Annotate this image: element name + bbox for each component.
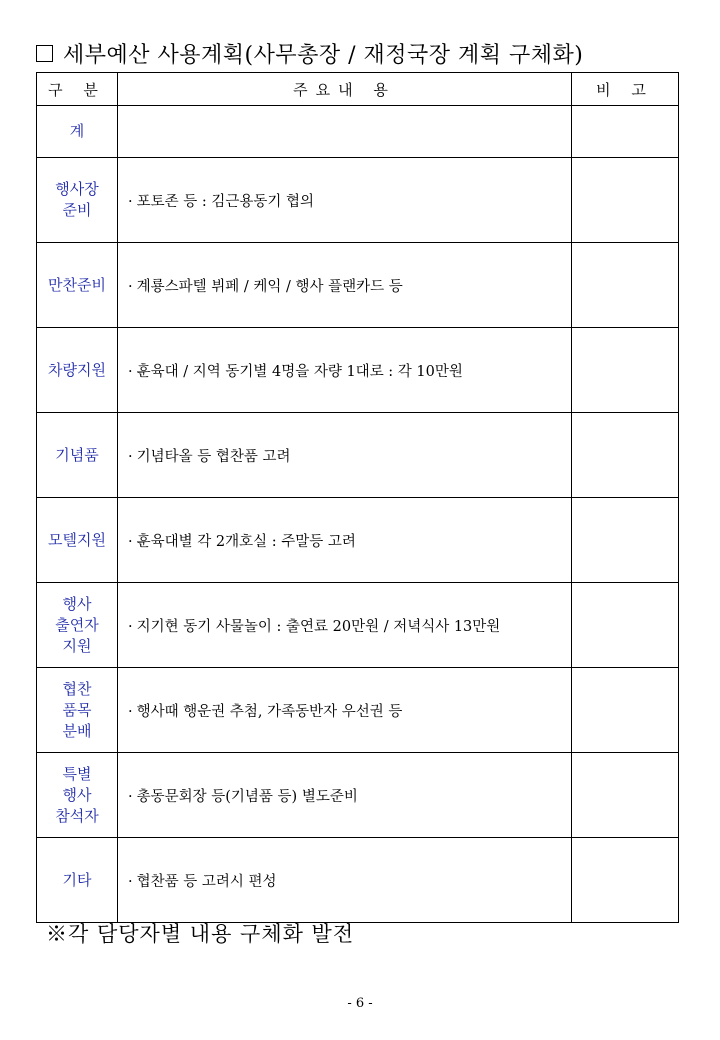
row-content bbox=[118, 413, 572, 498]
row-remarks bbox=[572, 498, 679, 583]
bullet-mark: · bbox=[128, 873, 133, 890]
row-content bbox=[118, 838, 572, 923]
bullet-mark: · bbox=[128, 193, 133, 210]
bullet-mark: · bbox=[128, 703, 133, 720]
row-content-text: 지기현 동기 사물놀이 : 출연료 20만원 / 저녁식사 13만원 bbox=[136, 618, 501, 635]
table-row bbox=[37, 328, 679, 413]
bullet-mark: · bbox=[128, 363, 133, 380]
row-content bbox=[118, 583, 572, 668]
row-content-text: 행사때 행운권 추첨, 가족동반자 우선권 등 bbox=[136, 703, 403, 720]
row-content bbox=[118, 328, 572, 413]
row-remarks bbox=[572, 106, 679, 158]
row-category: 특별 행사 참석자 bbox=[37, 753, 118, 838]
page-title-text: 세부예산 사용계획(사무총장 / 재정국장 계획 구체화) bbox=[63, 43, 584, 68]
page-title bbox=[36, 38, 583, 69]
table-row bbox=[37, 838, 679, 923]
bullet-mark: · bbox=[128, 618, 133, 635]
row-category: 모텔지원 bbox=[37, 498, 118, 583]
header-category: 구 분 bbox=[37, 73, 118, 106]
row-content bbox=[118, 753, 572, 838]
bullet-mark: · bbox=[128, 278, 133, 295]
row-category: 기념품 bbox=[37, 413, 118, 498]
row-remarks bbox=[572, 583, 679, 668]
row-category: 협찬 품목 분배 bbox=[37, 668, 118, 753]
footnote: ※각 담당자별 내용 구체화 발전 bbox=[46, 922, 355, 946]
row-content-text: 훈육대별 각 2개호실 : 주말등 고려 bbox=[136, 533, 356, 550]
table-row bbox=[37, 413, 679, 498]
table-row bbox=[37, 498, 679, 583]
header-remarks: 비 고 bbox=[572, 73, 679, 106]
row-content bbox=[118, 106, 572, 158]
bullet-mark: · bbox=[128, 533, 133, 550]
row-category: 계 bbox=[37, 106, 118, 158]
row-content bbox=[118, 668, 572, 753]
table-row bbox=[37, 243, 679, 328]
page-number: - 6 - bbox=[347, 996, 373, 1011]
row-content-text: 총동문회장 등(기념품 등) 별도준비 bbox=[136, 788, 358, 805]
row-remarks bbox=[572, 413, 679, 498]
table-row bbox=[37, 753, 679, 838]
table-row bbox=[37, 668, 679, 753]
row-category: 차량지원 bbox=[37, 328, 118, 413]
checkbox-icon bbox=[36, 45, 53, 62]
row-remarks bbox=[572, 243, 679, 328]
row-remarks bbox=[572, 753, 679, 838]
row-remarks bbox=[572, 158, 679, 243]
table-row bbox=[37, 583, 679, 668]
row-content bbox=[118, 158, 572, 243]
budget-plan-table bbox=[36, 72, 679, 923]
row-category: 행사 출연자 지원 bbox=[37, 583, 118, 668]
row-remarks bbox=[572, 328, 679, 413]
row-remarks bbox=[572, 838, 679, 923]
row-content-text: 포토존 등 : 김근용동기 협의 bbox=[136, 193, 315, 210]
row-content-text: 계룡스파텔 뷔페 / 케익 / 행사 플랜카드 등 bbox=[136, 278, 403, 295]
row-category: 행사장 준비 bbox=[37, 158, 118, 243]
bullet-mark: · bbox=[128, 788, 133, 805]
table-row bbox=[37, 158, 679, 243]
row-content bbox=[118, 498, 572, 583]
row-category: 만찬준비 bbox=[37, 243, 118, 328]
header-content: 주요내 용 bbox=[118, 73, 572, 106]
row-content-text: 협찬품 등 고려시 편성 bbox=[136, 873, 277, 890]
bullet-mark: · bbox=[128, 448, 133, 465]
row-category: 기타 bbox=[37, 838, 118, 923]
row-content-text: 기념타올 등 협찬품 고려 bbox=[136, 448, 291, 465]
row-content bbox=[118, 243, 572, 328]
row-remarks bbox=[572, 668, 679, 753]
table-row bbox=[37, 106, 679, 158]
table-header-row bbox=[37, 73, 679, 106]
row-content-text: 훈육대 / 지역 동기별 4명을 자량 1대로 : 각 10만원 bbox=[136, 363, 463, 380]
